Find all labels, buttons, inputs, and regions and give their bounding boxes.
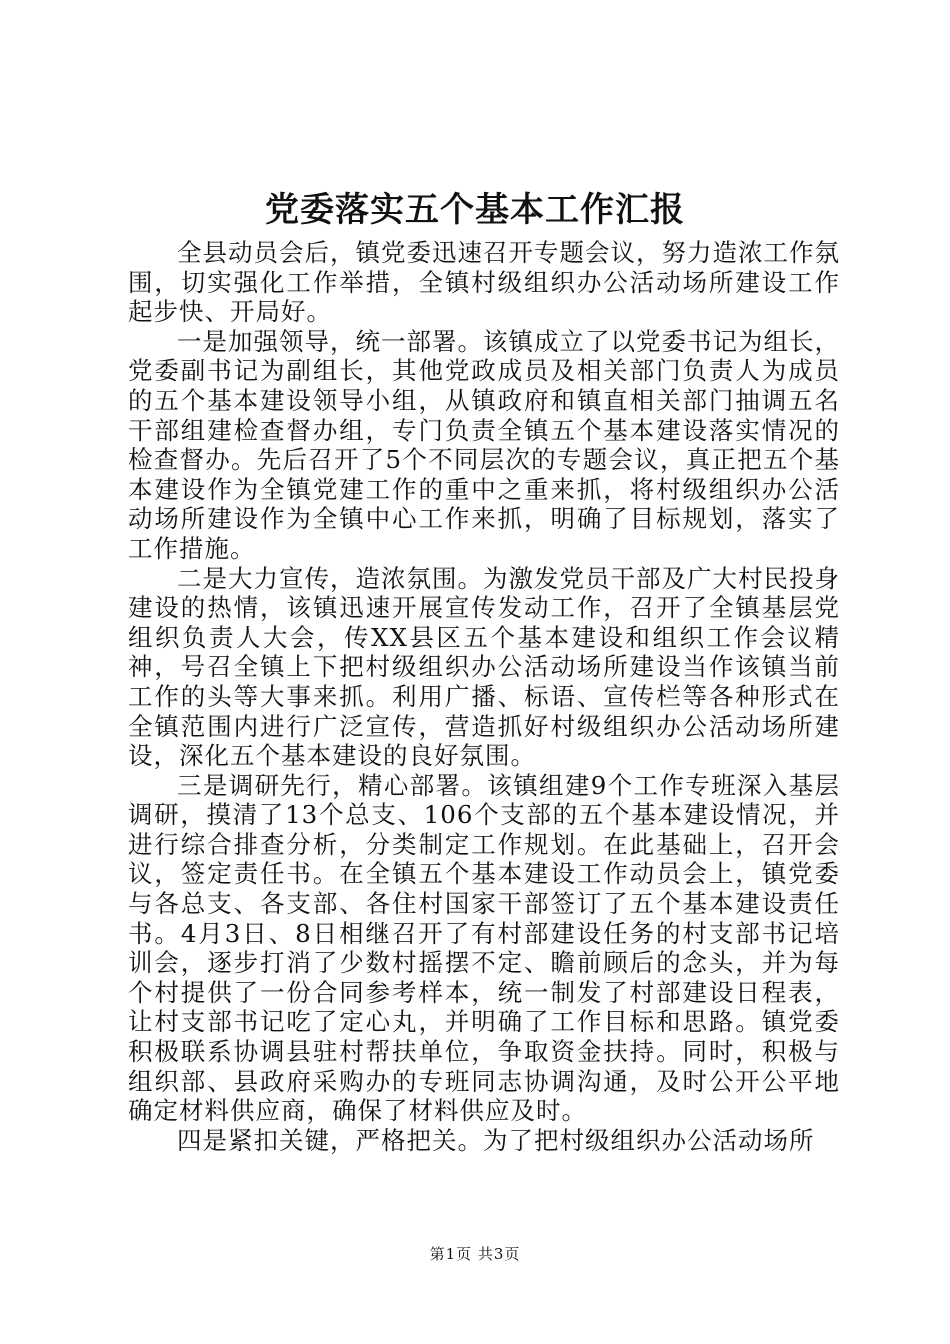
- paragraph-research: 三是调研先行，精心部署。该镇组建9个工作专班深入基层调研，摸清了13个总支、106个支部的五个基本建设情况，并进行综合排查分析，分类制定工作规划。在此基础上，召开会议，签定责任书。在全镇五个基本建设工作动员会上，镇党委与各总支、各支部、各住村国家干部签订了五个基本建设责任书。4月3日、8日相继召开了有村部建设任务的村支部书记培训会，逐步打消了少数村摇摆不定、瞻前顾后的念头，并为每个村提供了一份合同参考样本，统一制发了村部建设日程表，让村支部书记吃了定心丸，并明确了工作目标和思路。镇党委积极联系协调县驻村帮扶单位，争取资金扶持。同时，积极与组织部、县政府采购办的专班同志协调沟通，及时公开公平地确定材料供应商，确保了材料供应及时。: [128, 770, 840, 1126]
- paragraph-leadership: 一是加强领导，统一部署。该镇成立了以党委书记为组长，党委副书记为副组长，其他党政成员及相关部门负责人为成员的五个基本建设领导小组，从镇政府和镇直相关部门抽调五名干部组建检查督办组，专门负责全镇五个基本建设落实情况的检查督办。先后召开了5个不同层次的专题会议，真正把五个基本建设作为全镇党建工作的重中之重来抓，将村级组织办公活动场所建设作为全镇中心工作来抓，明确了目标规划，落实了工作措施。: [128, 326, 840, 563]
- document-body: [128, 238, 840, 1155]
- paragraph-publicity: 二是大力宣传，造浓氛围。为激发党员干部及广大村民投身建设的热情，该镇迅速开展宣传发动工作，召开了全镇基层党组织负责人大会，传XX县区五个基本建设和组织工作会议精神，号召全镇上下把村级组织办公活动场所建设当作该镇当前工作的头等大事来抓。利用广播、标语、宣传栏等各种形式在全镇范围内进行广泛宣传，营造抓好村级组织办公活动场所建设，深化五个基本建设的良好氛围。: [128, 563, 840, 771]
- paragraph-key-points: 四是紧扣关键，严格把关。为了把村级组织办公活动场所: [177, 1125, 815, 1155]
- page-number-footer: 第1页 共3页: [429, 1245, 521, 1263]
- document-title: 党委落实五个基本工作汇报: [265, 190, 685, 230]
- paragraph-intro: 全县动员会后，镇党委迅速召开专题会议，努力造浓工作氛围，切实强化工作举措，全镇村级组织办公活动场所建设工作起步快、开局好。: [128, 238, 840, 327]
